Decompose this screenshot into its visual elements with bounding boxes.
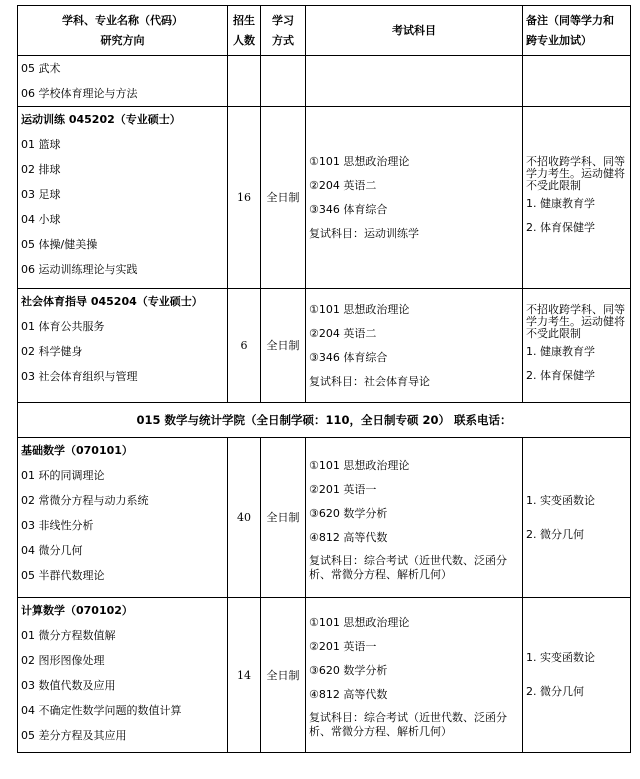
exam-item: ①101 思想政治理论	[309, 302, 410, 316]
header-subject-line1: 学科、专业名称（代码）	[62, 13, 183, 27]
quota-cell-empty	[228, 56, 261, 107]
note-cell-empty	[523, 56, 631, 107]
exam-item: ②201 英语一	[309, 482, 377, 496]
college-title: 015 数学与统计学院（全日制学硕：110，全日制专硕 20） 联系电话：	[18, 403, 631, 438]
exam-item: ③620 数学分析	[309, 664, 388, 677]
note-cell	[523, 107, 631, 289]
note-item: 2. 微分几何	[526, 685, 584, 698]
direction-item: 05 半群代数理论	[21, 569, 105, 582]
note-item: 1. 健康教育学	[526, 344, 595, 358]
exam-item: ③620 数学分析	[309, 506, 388, 520]
header-quota-line1: 招生	[233, 13, 255, 27]
program-title: 基础数学（070101）	[21, 444, 133, 457]
program-title: 社会体育指导 045204（专业硕士）	[21, 295, 203, 308]
block-top	[18, 56, 631, 107]
table-header	[18, 6, 631, 56]
header-mode	[261, 6, 306, 56]
exam-item: ②201 英语一	[309, 640, 377, 653]
direction-item: 01 微分方程数值解	[21, 629, 116, 642]
direction-item: 01 体育公共服务	[21, 320, 105, 333]
program-title: 运动训练 045202（专业硕士）	[21, 113, 181, 126]
note-item: 2. 微分几何	[526, 527, 584, 541]
directions-basic-math	[18, 438, 228, 598]
header-subject	[18, 6, 228, 56]
quota-value: 16	[228, 107, 261, 289]
header-exam: 考试科目	[306, 6, 523, 56]
note-item: 1. 实变函数论	[526, 493, 595, 507]
note-item: 2. 体育保健学	[526, 220, 595, 234]
exam-item: ③346 体育综合	[309, 350, 388, 364]
note-text: 不招收跨学科、同等学力考生。运动健将不受此限制	[526, 302, 625, 340]
header-mode-line2: 方式	[272, 33, 294, 47]
exam-item: ②204 英语二	[309, 178, 377, 192]
college-row	[18, 403, 631, 438]
direction-item: 02 排球	[21, 163, 61, 176]
header-quota	[228, 6, 261, 56]
note-cell	[523, 598, 631, 753]
direction-item: 03 社会体育组织与管理	[21, 370, 138, 383]
header-subject-line2: 研究方向	[100, 33, 145, 47]
exam-subjects	[306, 598, 523, 753]
exam-subjects	[306, 438, 523, 598]
direction-item: 04 小球	[21, 213, 61, 226]
direction-item: 03 足球	[21, 188, 61, 201]
note-list	[526, 192, 630, 240]
mode-value: 全日制	[261, 289, 306, 403]
direction-item: 05 差分方程及其应用	[21, 729, 127, 742]
program-row-social	[18, 289, 631, 403]
exam-subjects	[306, 289, 523, 403]
mode-value: 全日制	[261, 107, 306, 289]
program-title: 计算数学（070102）	[21, 604, 133, 617]
retest-subject: 复试科目：综合考试（近世代数、泛函分析、常微分方程、解析几何）	[309, 553, 507, 581]
note-item: 1. 实变函数论	[526, 651, 595, 664]
direction-item: 02 图形图像处理	[21, 654, 105, 667]
direction-item: 01 环的同调理论	[21, 469, 105, 482]
note-cell	[523, 438, 631, 598]
direction-item: 06 学校体育理论与方法	[21, 87, 138, 100]
direction-item: 02 常微分方程与动力系统	[21, 494, 149, 507]
direction-item: 04 不确定性数学问题的数值计算	[21, 704, 182, 717]
exam-item: ④812 高等代数	[309, 530, 388, 544]
note-item: 2. 体育保健学	[526, 368, 595, 382]
exam-subjects	[306, 107, 523, 289]
note-list	[526, 340, 630, 388]
exam-item: ①101 思想政治理论	[309, 154, 410, 168]
direction-item: 03 数值代数及应用	[21, 679, 116, 692]
mode-cell-empty	[261, 56, 306, 107]
header-note-line2: 跨专业加试）	[526, 33, 592, 47]
exam-item: ④812 高等代数	[309, 688, 388, 701]
direction-item: 04 微分几何	[21, 544, 83, 557]
mode-value: 全日制	[261, 598, 306, 753]
exam-item: ①101 思想政治理论	[309, 616, 410, 629]
direction-item: 05 体操/健美操	[21, 238, 98, 251]
directions-social	[18, 289, 228, 403]
program-row-basic-math	[18, 438, 631, 598]
exam-cell-empty	[306, 56, 523, 107]
direction-item: 01 篮球	[21, 138, 61, 151]
header-note	[523, 6, 631, 56]
retest-subject: 复试科目：运动训练学	[309, 226, 419, 240]
quota-value: 40	[228, 438, 261, 598]
direction-item: 02 科学健身	[21, 345, 83, 358]
directions-top	[18, 56, 228, 107]
exam-item: ③346 体育综合	[309, 202, 388, 216]
note-cell	[523, 289, 631, 403]
retest-subject: 复试科目：社会体育导论	[309, 374, 430, 388]
direction-item: 05 武术	[21, 62, 61, 75]
mode-value: 全日制	[261, 438, 306, 598]
header-mode-line1: 学习	[272, 13, 294, 27]
program-row-comp-math	[18, 598, 631, 753]
exam-item: ①101 思想政治理论	[309, 458, 410, 472]
note-text: 不招收跨学科、同等学力考生。运动健将不受此限制	[526, 154, 625, 192]
note-list	[526, 484, 630, 552]
direction-item: 06 运动训练理论与实践	[21, 263, 138, 276]
directions-comp-math	[18, 598, 228, 753]
quota-value: 14	[228, 598, 261, 753]
directions-training	[18, 107, 228, 289]
quota-value: 6	[228, 289, 261, 403]
admission-table	[17, 5, 631, 753]
header-note-line1: 备注（同等学力和	[526, 13, 614, 27]
note-item: 1. 健康教育学	[526, 196, 595, 210]
exam-item: ②204 英语二	[309, 326, 377, 340]
program-row-training	[18, 107, 631, 289]
header-quota-line2: 人数	[233, 33, 255, 47]
note-list	[526, 641, 630, 709]
direction-item: 03 非线性分析	[21, 519, 94, 532]
retest-subject: 复试科目：综合考试（近世代数、泛函分析、常微分方程、解析几何）	[309, 711, 507, 738]
